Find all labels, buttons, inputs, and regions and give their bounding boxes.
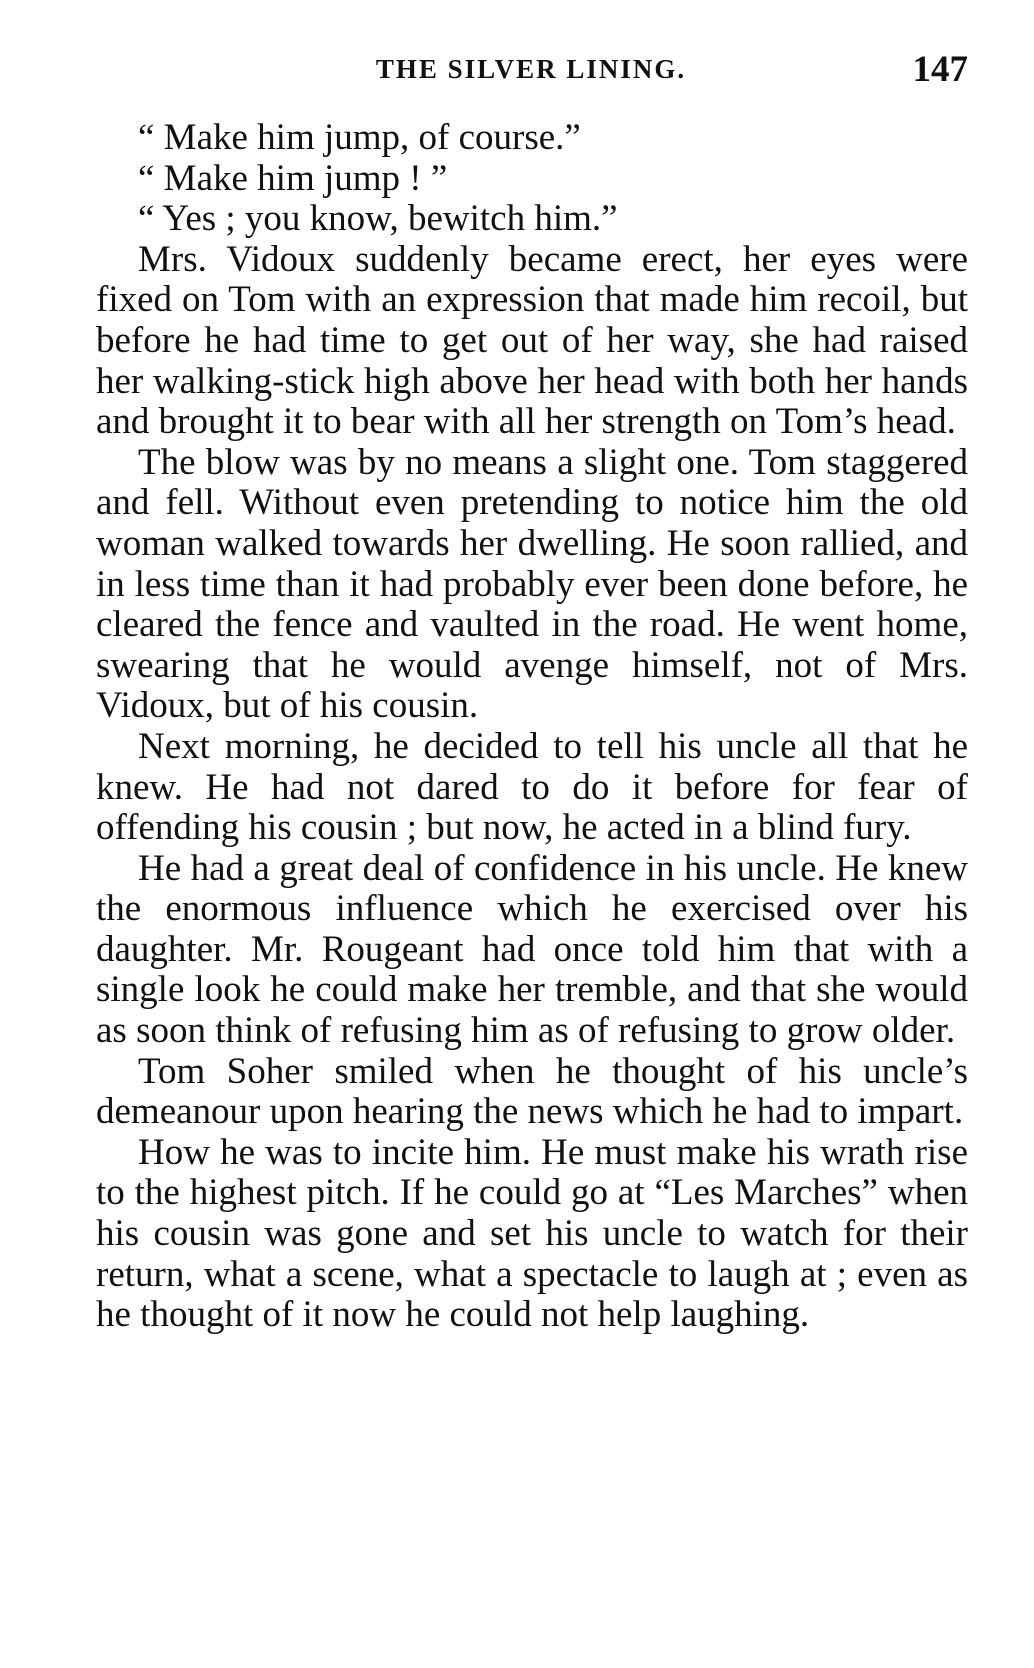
paragraph: He had a great deal of confidence in his uncle. He knew the enormous influence which he exercised over his daughter. Mr. Rougeant had once told him that with a single look he could make her tremble, and that she would as soon think of refusing him as of refusing to grow older. bbox=[96, 847, 968, 1052]
running-title: THE SILVER LINING. bbox=[375, 54, 687, 84]
paragraph-dialogue-3: “ Yes ; you know, bewitch him.” bbox=[138, 198, 618, 240]
paragraph: The blow was by no means a slight one. Tom staggered and fell. Without even pretending to notice him the old woman walked towards her dwelling. He soon rallied, and in less time than it had probably ever been done before, he cleared the fence and vaulted in the road. He went home, swearing that he would avenge himself, not of Mrs. Vidoux, but of his cousin. bbox=[96, 441, 968, 727]
page-body bbox=[96, 118, 968, 1336]
paragraph: Next morning, he decided to tell his uncle all that he knew. He had not dared to do it before for fear of offending his cousin ; but now, he acted in a blind fury. bbox=[96, 725, 968, 849]
page-number: 147 bbox=[912, 49, 968, 90]
paragraph: How he was to incite him. He must make his wrath rise to the highest pitch. If he could go at “Les Marches” when his cousin was gone and set his uncle to watch for their return, what a scene, what a spectacle to laugh at ; even as he thought of it now he could not help laughing. bbox=[96, 1131, 968, 1336]
page-header bbox=[94, 48, 968, 96]
paragraph-dialogue-1: “ Make him jump, of course.” bbox=[138, 117, 581, 158]
paragraph: Tom Soher smiled when he thought of his uncle’s demeanour upon hearing the news which he had to impart. bbox=[96, 1050, 968, 1133]
paragraph: Mrs. Vidoux suddenly became erect, her eyes were fixed on Tom with an expression that made him recoil, but before he had time to get out of her way, she had raised her walking-stick high above her head with both her hands and brought it to bear with all her strength on Tom’s head. bbox=[96, 238, 968, 443]
paragraph-dialogue-2: “ Make him jump ! ” bbox=[138, 157, 448, 199]
